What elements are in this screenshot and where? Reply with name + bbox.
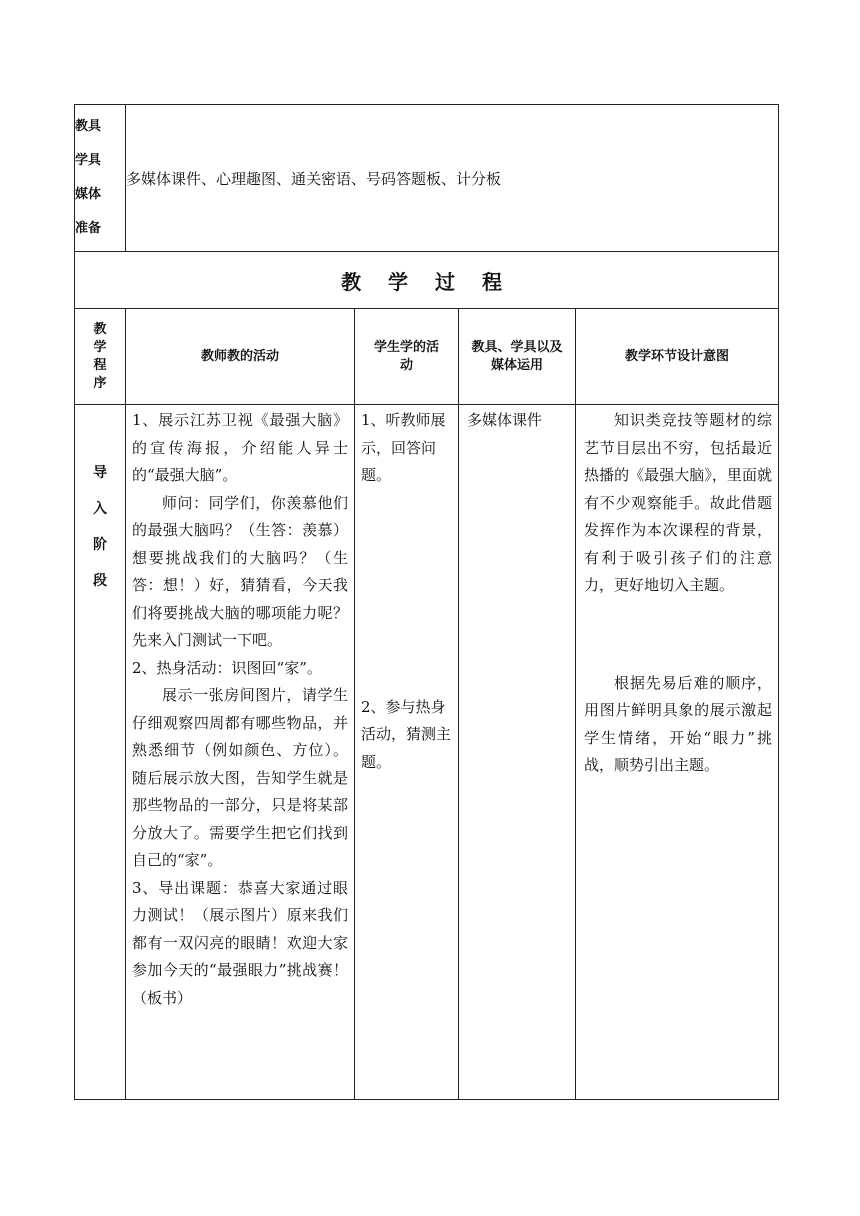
student-paragraph: 2、参与热身活动，猜测主题。: [361, 697, 452, 771]
intro-stage-row: [75, 405, 779, 1100]
teacher-paragraph: 师问：同学们，你羡慕他们的最强大脑吗？（生答：羡慕）想要挑战我们的大脑吗？（生答：想！）好，猜猜看，今天我们将要挑战大脑的哪项能力呢？先来入门测试一下吧。: [132, 493, 348, 649]
tools-label-line: 教具: [75, 119, 102, 134]
stage-label-line: 段: [93, 573, 107, 589]
media-paragraph: 多媒体课件: [467, 411, 543, 429]
column-header-row: [75, 309, 779, 405]
intent-paragraph: 知识类竞技等题材的综艺节目层出不穷，包括最近热播的《最强大脑》，里面就有不少观察能手。故此借题发挥作为本次课程的背景，有利于吸引孩子们的注意力，更好地切入主题。: [584, 411, 773, 594]
teacher-paragraph: 展示一张房间图片，请学生仔细观察四周都有哪些物品，并熟悉细节（例如颜色、方位）。随后展示放大图，告知学生就是那些物品的一部分，只是将某部分放大了。需要学生把它们找到自己的“家”。: [132, 686, 348, 869]
header-program: [75, 309, 126, 405]
header-student-activity: 学生学的活动: [355, 309, 459, 405]
design-intent-cell: [576, 405, 779, 1100]
spacer: [584, 600, 772, 670]
header-design-intent: 教学环节设计意图: [576, 309, 779, 405]
teacher-paragraph: 2、热身活动：识图回“家”。: [132, 658, 322, 677]
intent-paragraph: 根据先易后难的顺序，用图片鲜明具象的展示激起学生情绪，开始“眼力”挑战，顺势引出主题。: [584, 673, 773, 774]
header-teacher-activity: 教师教的活动: [126, 309, 355, 405]
teacher-paragraph: 1、展示江苏卫视《最强大脑》的宣传海报，介绍能人异士的“最强大脑”。: [132, 411, 348, 484]
header-media-usage: 教具、学具以及媒体运用: [459, 309, 576, 405]
stage-label-line: 入: [93, 501, 107, 517]
tools-label-line: 媒体: [75, 187, 102, 202]
process-title-row: [75, 252, 779, 309]
process-title: 教 学 过 程: [75, 252, 779, 309]
lesson-plan-table: [74, 104, 779, 1100]
header-program-line: 程: [93, 357, 107, 373]
tools-row: [75, 105, 779, 252]
stage-label-line: 阶: [93, 537, 107, 553]
tools-label-line: 准备: [75, 221, 102, 236]
student-activity-cell: [355, 405, 459, 1100]
stage-label: [75, 405, 126, 1100]
tools-label: [75, 105, 126, 252]
spacer: [361, 490, 452, 694]
teacher-activity-cell: [126, 405, 355, 1100]
tools-label-line: 学具: [75, 153, 102, 168]
teacher-paragraph: 3、导出课题：恭喜大家通过眼力测试！（展示图片）原来我们都有一双闪亮的眼睛！欢迎大家参加今天的“最强眼力”挑战赛！（板书）: [132, 878, 348, 1007]
header-program-line: 学: [93, 339, 107, 355]
tools-content: 多媒体课件、心理趣图、通关密语、号码答题板、计分板: [126, 105, 779, 252]
header-program-line: 教: [93, 321, 107, 337]
student-paragraph: 1、听教师展示，回答问题。: [361, 411, 446, 484]
stage-label-line: 导: [93, 465, 107, 481]
media-usage-cell: [459, 405, 576, 1100]
header-program-line: 序: [93, 375, 107, 391]
